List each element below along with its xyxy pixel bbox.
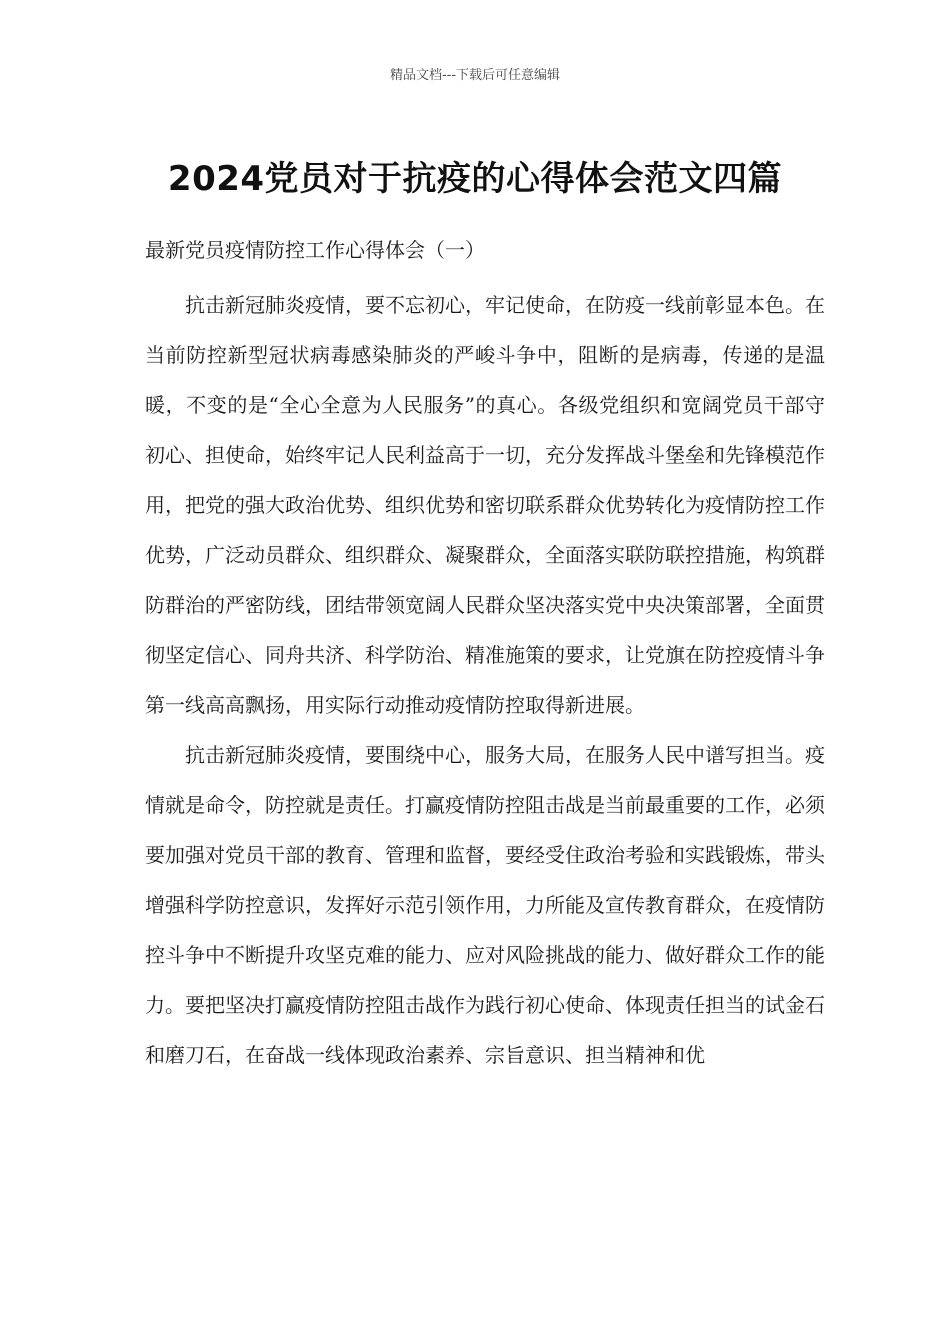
document-title: 2024党员对于抗疫的心得体会范文四篇	[167, 158, 783, 199]
document-body	[145, 232, 825, 1080]
body-paragraph-2: 抗击新冠肺炎疫情，要围绕中心，服务大局，在服务人民中谱写担当。疫情就是命令，防控就是责任。打赢疫情防控阻击战是当前最重要的工作，必须要加强对党员干部的教育、管理和监督，要经受住政治考验和实践锻炼，带头增强科学防控意识，发挥好示范引领作用，力所能及宣传教育群众，在疫情防控斗争中不断提升攻坚克难的能力、应对风险挑战的能力、做好群众工作的能力。要把坚决打赢疫情防控阻击战作为践行初心使命、体现责任担当的试金石和磨刀石，在奋战一线体现政治素养、宗旨意识、担当精神和优	[145, 743, 825, 1067]
header-note: 精品文档---下载后可任意编辑	[389, 68, 561, 83]
section-heading: 最新党员疫情防控工作心得体会（一）	[145, 238, 485, 262]
body-paragraph-1: 抗击新冠肺炎疫情，要不忘初心，牢记使命，在防疫一线前彰显本色。在当前防控新型冠状病毒感染肺炎的严峻斗争中，阻断的是病毒，传递的是温暖，不变的是“全心全意为人民服务”的真心。各级党组织和宽阔党员干部守初心、担使命，始终牢记人民利益高于一切，充分发挥战斗堡垒和先锋模范作用，把党的强大政治优势、组织优势和密切联系群众优势转化为疫情防控工作优势，广泛动员群众、组织群众、凝聚群众，全面落实联防联控措施，构筑群防群治的严密防线，团结带领宽阔人民群众坚决落实党中央决策部署，全面贯彻坚定信心、同舟共济、科学防治、精准施策的要求，让党旗在防控疫情斗争第一线高高飘扬，用实际行动推动疫情防控取得新进展。	[145, 293, 825, 717]
